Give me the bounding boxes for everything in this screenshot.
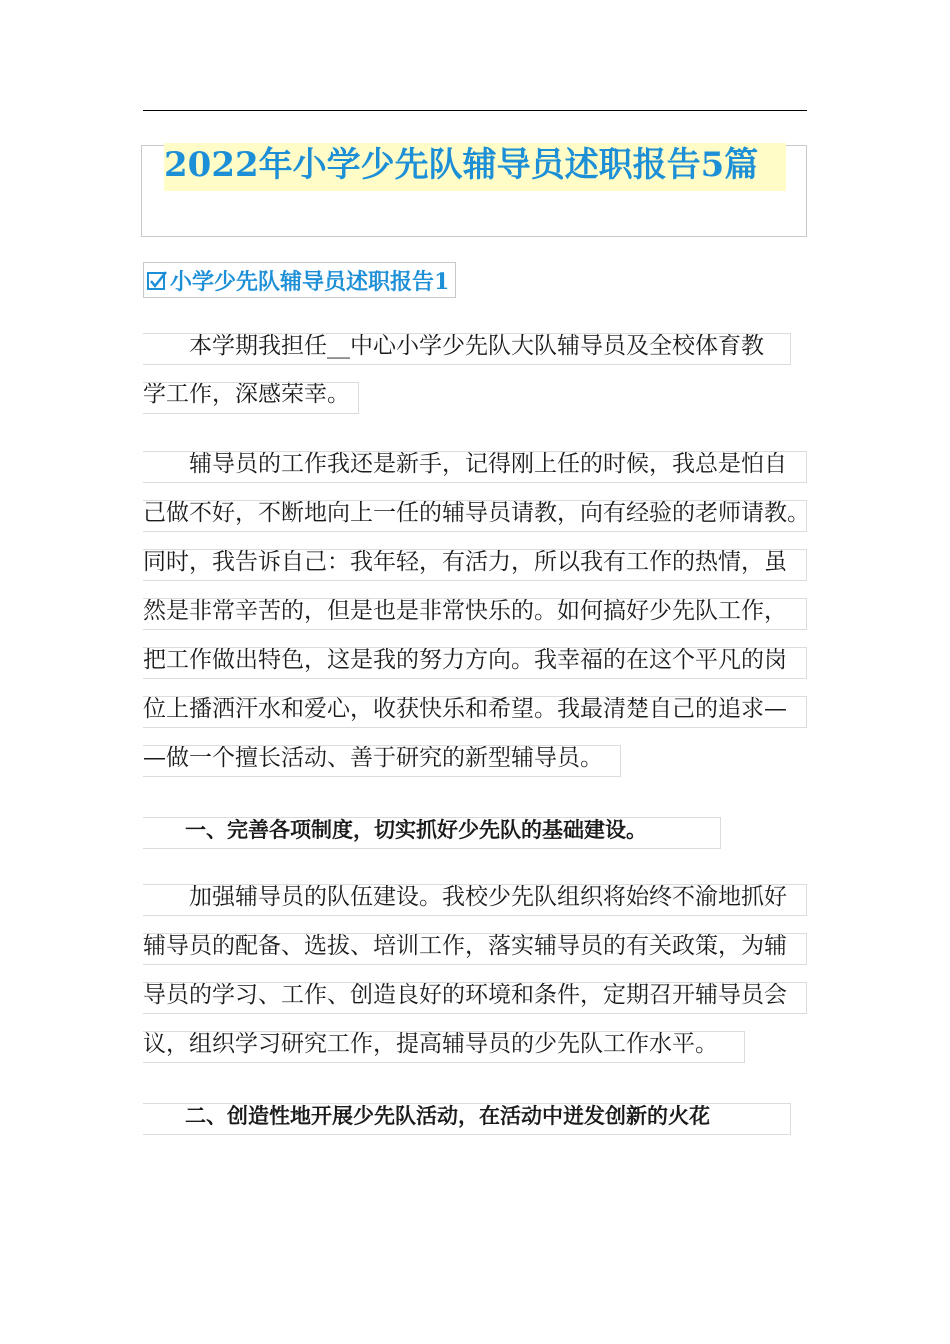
line-frame: [143, 382, 359, 414]
line-frame: [143, 696, 807, 728]
body-line: 位上播洒汗水和爱心，收获快乐和希望。我最清楚自己的追求—: [143, 696, 787, 722]
line-frame: [143, 1103, 791, 1135]
line-frame: [143, 500, 807, 532]
line-frame: [143, 647, 807, 679]
line-frame: [143, 982, 807, 1014]
body-line: 学工作，深感荣幸。: [143, 381, 350, 407]
line-frame: [143, 817, 721, 849]
line-frame: [143, 1031, 745, 1063]
body-line: 然是非常辛苦的，但是也是非常快乐的。如何搞好少先队工作，: [143, 598, 787, 624]
body-line: 议，组织学习研究工作，提高辅导员的少先队工作水平。: [143, 1031, 718, 1057]
body-line: 己做不好，不断地向上一任的辅导员请教，向有经验的老师请教。: [143, 500, 810, 526]
line-frame: [143, 745, 621, 777]
line-frame: [143, 451, 807, 483]
body-line: 加强辅导员的队伍建设。我校少先队组织将始终不渝地抓好: [143, 884, 787, 910]
line-frame: [143, 933, 807, 965]
body-line: 本学期我担任__中心小学少先队大队辅导员及全校体育教: [143, 333, 764, 359]
body-line: 导员的学习、工作、创造良好的环境和条件，定期召开辅导员会: [143, 982, 787, 1008]
body-line: 同时，我告诉自己：我年轻，有活力，所以我有工作的热情，虽: [143, 549, 787, 575]
body-line: 辅导员的工作我还是新手，记得刚上任的时候，我总是怕自: [143, 451, 787, 477]
body-line: 辅导员的配备、选拔、培训工作，落实辅导员的有关政策，为辅: [143, 933, 787, 959]
line-frame: [143, 549, 807, 581]
checkbox-icon: [146, 269, 168, 291]
body-line: 把工作做出特色，这是我的努力方向。我幸福的在这个平凡的岗: [143, 647, 787, 673]
section-heading-text: 小学少先队辅导员述职报告1: [170, 268, 450, 295]
section-heading: [143, 262, 456, 298]
title-box: [141, 145, 807, 237]
subsection-heading: 一、完善各项制度，切实抓好少先队的基础建设。: [143, 818, 647, 842]
subsection-heading: 二、创造性地开展少先队活动，在活动中迸发创新的火花: [143, 1104, 710, 1128]
line-frame: [143, 884, 807, 916]
line-frame: [143, 598, 807, 630]
top-rule: [143, 110, 807, 111]
document-title: 2022年小学少先队辅导员述职报告5篇: [164, 145, 759, 185]
line-frame: [143, 333, 791, 365]
body-line: —做一个擅长活动、善于研究的新型辅导员。: [143, 745, 603, 771]
